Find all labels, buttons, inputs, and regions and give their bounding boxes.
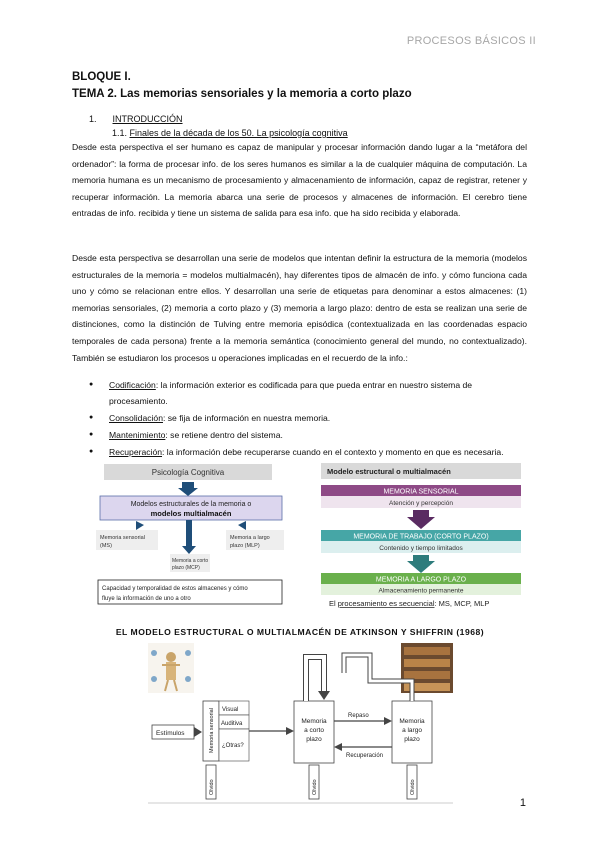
- models-box-line2: modelos multialmacén: [150, 509, 232, 518]
- other-label: ¿Otras?: [222, 743, 244, 749]
- mlp-label-1: Memoria a largo: [230, 535, 270, 541]
- running-header: PROCESOS BÁSICOS II: [406, 35, 536, 47]
- page-number: 1: [519, 797, 526, 809]
- ltm-line3: plazo: [404, 736, 420, 743]
- section-number: 1.: [89, 114, 97, 124]
- stimuli-label: Estímulos: [156, 730, 185, 737]
- paragraph-1: Desde esta perspectiva el ser humano es capaz de manipular y procesar información dando lugar a la “metáfora del ordenador”: la forma de procesar info. de los seres humanos es similar a la de cualquier máquina de computación. La memoria humana es un mecanismo de procesamiento y almacenamiento de información, capaz de registrar, retener y recuperar información. La memoria abarca una serie de procesos y almacenes de información. El cerebro tiene entradas de info. recibida y tiene un sistema de salida para esa info. que ha sido recibida y elaborada.: [72, 142, 527, 219]
- top-box-label: Psicología Cognitiva: [151, 468, 225, 477]
- library-illustration: [401, 643, 453, 693]
- mcp-label-2: plazo (MCP): [172, 565, 200, 571]
- stm-line2: a corto: [304, 727, 324, 734]
- list-item: ● Mantenimiento: se retiene dentro del sistema.: [89, 427, 529, 443]
- working-memory-label: MEMORIA DE TRABAJO (CORTO PLAZO): [353, 533, 489, 541]
- note-line-1: Capacidad y temporalidad de estos almacenes y cómo: [102, 586, 248, 592]
- forgetting-label-2: Olvido: [312, 779, 318, 795]
- figure-caption: EL MODELO ESTRUCTURAL O MULTIALMACÉN DE ATKINSON Y SHIFFRIN (1968): [115, 627, 485, 637]
- ms-label-2: (MS): [100, 543, 112, 549]
- human-figure-illustration: [148, 643, 194, 693]
- models-box-line1: Modelos estructurales de la memoria o: [130, 501, 252, 508]
- visual-label: Visual: [222, 707, 239, 713]
- auditory-label: Auditiva: [221, 721, 243, 727]
- sensory-sub-label: Atención y percepción: [389, 500, 453, 507]
- subsection-heading: [112, 128, 348, 138]
- list-item: ● Recuperación: la información debe recuperarse cuando en el contexto y momento en que es necesaria.: [89, 444, 529, 460]
- forgetting-label-1: Olvido: [209, 779, 215, 795]
- section-label: INTRODUCCIÓN: [112, 114, 183, 124]
- subsection-label: Finales de la década de los 50. La psicología cognitiva: [129, 128, 348, 138]
- section-heading: [89, 114, 183, 124]
- figure-footer: El procesamiento es secuencial: MS, MCP, MLP: [329, 599, 490, 608]
- note-line-2: fluye la información de uno a otro: [102, 596, 191, 602]
- long-term-sub-label: Almacenamiento permanente: [378, 587, 464, 595]
- process-list: [89, 377, 529, 460]
- ltm-line1: Memoria: [399, 718, 425, 725]
- multistore-model-figure: [321, 463, 521, 608]
- mlp-label-2: plazo (MLP): [230, 543, 260, 549]
- sensory-label: MEMORIA SENSORIAL: [383, 488, 459, 496]
- working-memory-sub-label: Contenido y tiempo limitados: [379, 545, 463, 552]
- retrieval-label: Recuperación: [346, 753, 384, 759]
- cognitive-psychology-diagram: [96, 462, 286, 606]
- list-item: ● Consolidación: se fija de información en nuestra memoria.: [89, 410, 529, 426]
- stm-line3: plazo: [306, 736, 322, 743]
- ltm-line2: a largo: [402, 727, 422, 734]
- atkinson-shiffrin-diagram: [148, 643, 453, 806]
- stm-line1: Memoria: [301, 718, 327, 725]
- topic-title: TEMA 2. Las memorias sensoriales y la memoria a corto plazo: [72, 88, 412, 100]
- sensory-memory-label: Memoria sensorial: [209, 708, 215, 753]
- mcp-label-1: Memoria a corto: [172, 558, 209, 564]
- figure-title: Modelo estructural o multialmacén: [327, 467, 451, 476]
- list-item: ● Codificación: la información exterior es codificada para que pueda entrar en nuestro sistema de procesamiento.: [89, 377, 529, 409]
- rehearsal-label: Repaso: [348, 713, 369, 719]
- arrow-down-icon: [407, 555, 435, 573]
- block-title: BLOQUE I.: [72, 71, 131, 83]
- forgetting-label-3: Olvido: [410, 779, 416, 795]
- subsection-number: 1.1.: [112, 128, 128, 138]
- arrow-down-icon: [407, 510, 435, 529]
- long-term-label: MEMORIA A LARGO PLAZO: [375, 576, 467, 584]
- ms-label-1: Memoria sensorial: [100, 535, 145, 541]
- paragraph-2: Desde esta perspectiva se desarrollan una serie de modelos que intentan definir la estructura de la memoria (modelos estructurales de la memoria = modelos multialmacén), hay diferentes tipos de almacén de info. y cómo funciona cada uno y cómo se relacionan entre ellos. Y desarrollan una serie de etiquetas para denominar a estos almacenes: (1) memorias sensoriales, (2) memoria a corto plazo y (3) memoria a largo plazo: dentro de esta se realizan una serie de distinciones, como la distinción de Tulving entre memoria episódica (contextualizada en las coordenadas espacio temporales de cada persona) frente a la memoria semántica (conocimiento general del mundo, no contextualizado). También se estudiaron los procesos u operaciones implicadas en el recuerdo de la info.:: [72, 253, 527, 363]
